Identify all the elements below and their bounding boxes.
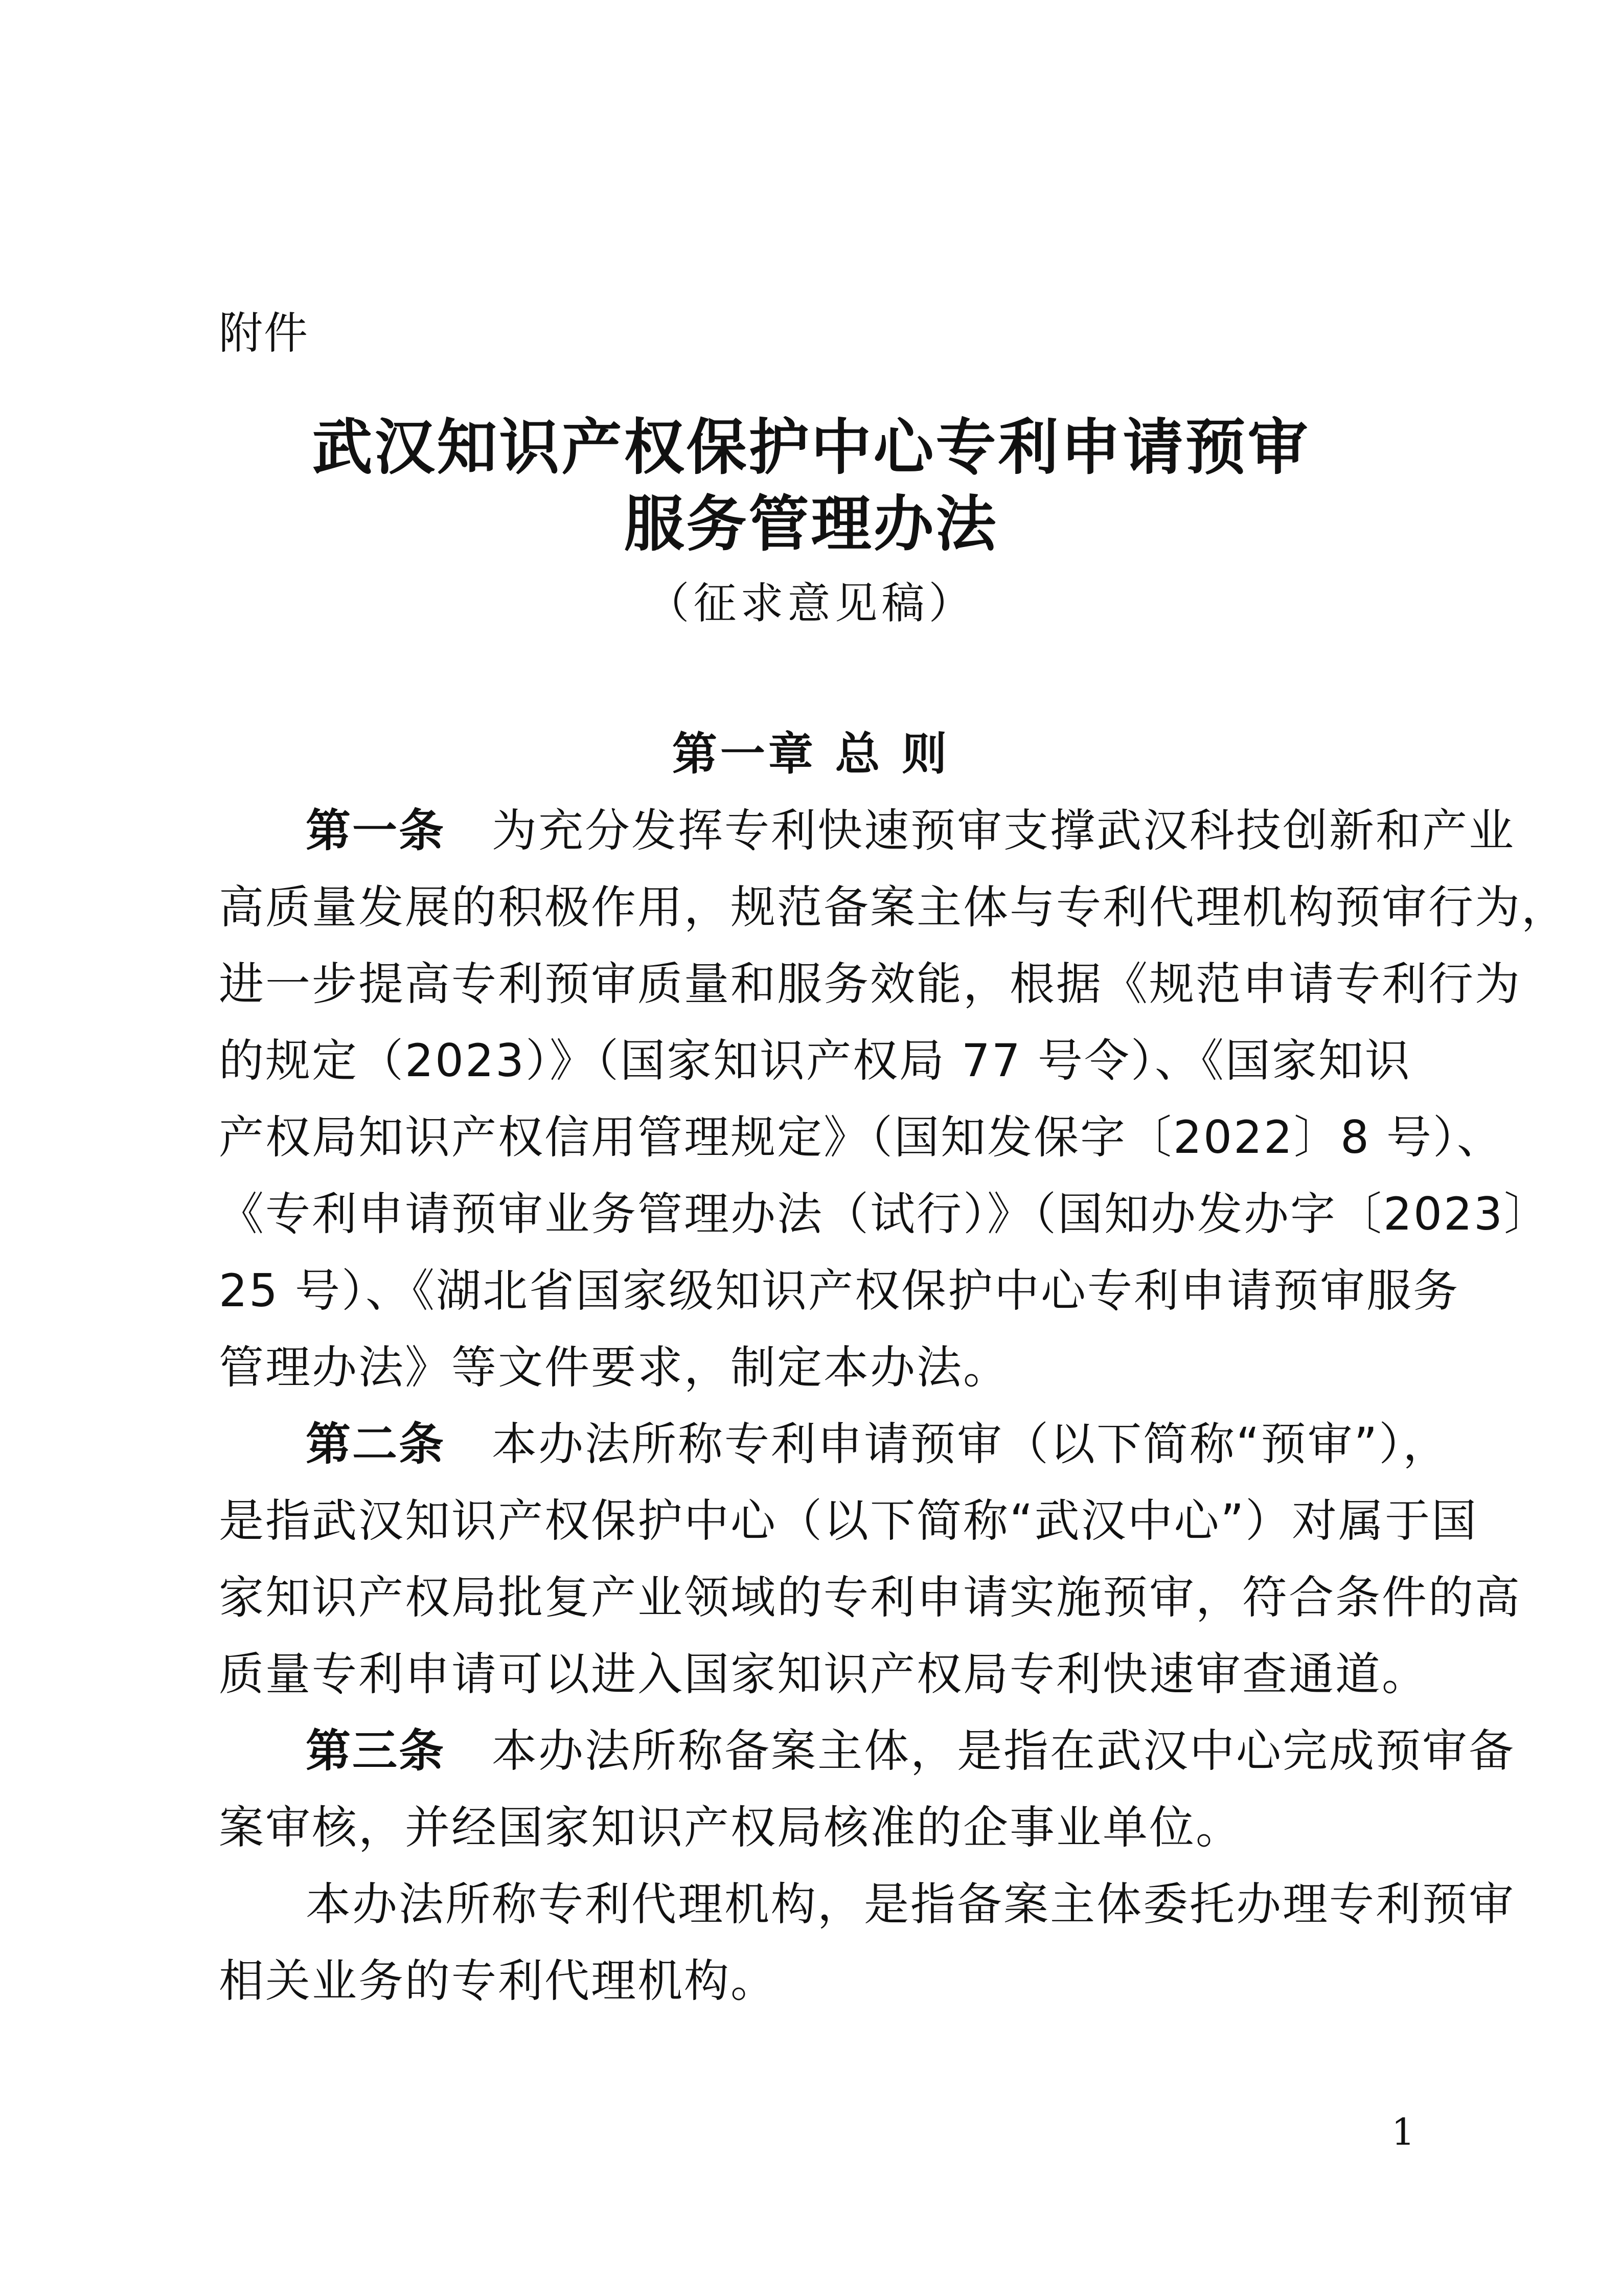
article-1-line-6: 《专利申请预审业务管理办法（试行）》（国知办发办字〔2023〕	[219, 1188, 1550, 1240]
article-1-line-7: 25 号）、《湖北省国家级知识产权保护中心专利申请预审服务	[219, 1264, 1459, 1317]
article-3-line-2: 案审核，并经国家知识产权局核准的企事业单位。	[219, 1801, 1243, 1854]
article-3-text: 本办法所称备案主体，是指在武汉中心完成预审备	[492, 1724, 1516, 1777]
article-1-line-8: 管理办法》等文件要求，制定本办法。	[219, 1341, 1010, 1394]
document-title-line-2: 服务管理办法	[624, 488, 998, 559]
article-1-text: 为充分发挥专利快速预审支撑武汉科技创新和产业	[492, 804, 1516, 857]
document-title-line-1: 武汉知识产权保护中心专利申请预审	[312, 412, 1310, 483]
article-1-label: 第一条	[306, 804, 446, 857]
document-subtitle: （征求意见稿）	[646, 578, 976, 628]
page-number: 1	[1391, 2110, 1415, 2153]
paragraph-4-line-2: 相关业务的专利代理机构。	[219, 1954, 778, 2007]
article-2-label: 第二条	[306, 1418, 446, 1470]
article-3-line-1	[306, 1720, 1515, 1782]
article-2-line-3: 家知识产权局批复产业领域的专利申请实施预审，符合条件的高	[219, 1571, 1522, 1624]
article-2-text: 本办法所称专利申请预审（以下简称“预审”），	[492, 1418, 1450, 1470]
article-1-line-3: 进一步提高专利预审质量和服务效能，根据《规范申请专利行为	[219, 958, 1522, 1010]
article-2-line-1	[306, 1414, 1449, 1475]
article-1-line-5: 产权局知识产权信用管理规定》（国知发保字〔2022〕8 号）、	[219, 1111, 1503, 1164]
article-3-label: 第三条	[306, 1724, 446, 1777]
article-1-line-4: 的规定（2023）》（国家知识产权局 77 号令）、《国家知识	[219, 1034, 1411, 1087]
article-1-line-2: 高质量发展的积极作用，规范备案主体与专利代理机构预审行为，	[219, 881, 1568, 934]
article-2-line-4: 质量专利申请可以进入国家知识产权局专利快速审查通道。	[219, 1648, 1429, 1700]
article-2-line-2: 是指武汉知识产权保护中心（以下简称“武汉中心”）对属于国	[219, 1494, 1478, 1547]
attachment-label: 附件	[219, 308, 309, 359]
chapter-heading: 第一章 总 则	[672, 728, 950, 780]
article-1-line-1	[306, 800, 1515, 861]
paragraph-4-line-1: 本办法所称专利代理机构，是指备案主体委托办理专利预审	[306, 1878, 1516, 1930]
